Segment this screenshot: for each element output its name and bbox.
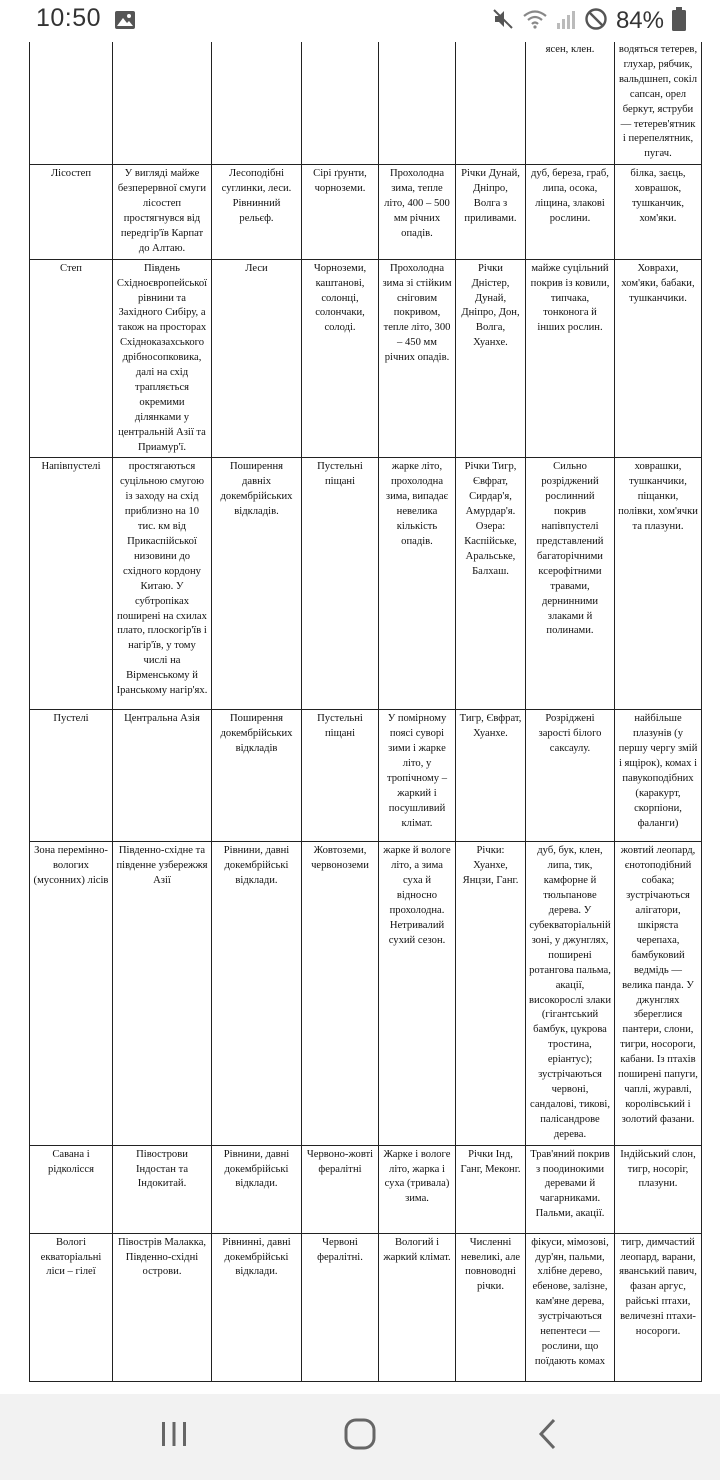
cell-climate: Прохолодна зима зі стійким сніговим покривом, тепле літо, 300 – 450 мм річних опадів. [379,259,456,458]
cell-plants: Розріджені зарості білого саксаулу. [526,710,615,842]
cell-plants: майже суцільний покрив із ковили, типчака, тонконога й інших рослин. [526,259,615,458]
cell-waters: Річки Тигр, Євфрат, Сирдар'я, Амурдар'я. Озера: Каспійське, Аральське, Балхаш. [456,458,526,710]
table-row [30,458,702,710]
image-icon [114,10,136,35]
wifi-icon [522,8,548,35]
cell-rocks [212,42,302,165]
cell-zone: Пустелі [30,710,113,842]
home-icon [343,1417,377,1456]
cell-climate: У помірному поясі суворі зими і жаркe літо, у тропічному – жаркий і посушливий клімат. [379,710,456,842]
cell-plants: дуб, береза, граб, липа, осока, ліщина, злакові рослини. [526,165,615,259]
cell-location: Південно-східне та південне узбережжя Азії [113,842,212,1145]
cell-animals: водяться тетерев, глухар, рябчик, вальдшнеп, сокіл сапсан, орел беркут, яструби — тетерев'ятник і перепелятник, пугач. [615,42,702,165]
cell-soils: Чорноземи, каштанові, солонці, солончаки, солоді. [302,259,379,458]
cell-soils: Пустельні піщані [302,458,379,710]
cell-animals: Індійський слон, тигр, носоріг, плазуни. [615,1145,702,1233]
cell-location: Півострів Малакка, Південно-східні острови. [113,1233,212,1381]
table-row [30,842,702,1145]
cell-location: Центральна Азія [113,710,212,842]
cell-plants: фікуси, мімозові, дур'ян, пальми, хлібне дерево, ебенове, залізне, кам'яне дерева, зустрічаються непентеси — рослини, що поїдають комах [526,1233,615,1381]
cell-waters: Тигр, Євфрат, Хуанхе. [456,710,526,842]
cell-rocks: Поширення давніх докембрійських відкладів. [212,458,302,710]
cell-location: Півострови Індостан та Індокитай. [113,1145,212,1233]
cell-rocks: Рівнини, давні докембрійські відклади. [212,842,302,1145]
cell-zone: Зона перемінно-вологих (мусонних) лісів [30,842,113,1145]
cell-rocks: Рівнини, давні докембрійські відклади. [212,1145,302,1233]
table-row [30,1145,702,1233]
cell-climate: жарке літо, прохолодна зима, випадає невелика кількість опадів. [379,458,456,710]
cell-rocks: Рівнинні, давні докембрійські відклади. [212,1233,302,1381]
cell-climate: Вологий і жаркий клімат. [379,1233,456,1381]
status-icons [492,6,686,36]
cell-zone: Савана і рідколісся [30,1145,113,1233]
signal-icon [556,8,576,35]
mute-icon [492,8,514,35]
cell-climate: Жаркe і вологе літо, жарка і суха (тривала) зима. [379,1145,456,1233]
cell-zone: Напівпустелі [30,458,113,710]
recent-apps-button[interactable] [152,1416,196,1456]
table-row [30,42,702,165]
navigation-bar [0,1394,720,1480]
cell-climate [379,42,456,165]
cell-animals: білка, заєць, ховрашок, тушканчик, хом'яки. [615,165,702,259]
cell-waters: Річки: Хуанхе, Янцзи, Ганг. [456,842,526,1145]
cell-waters: Річки Дунай, Дніпро, Волга з приливами. [456,165,526,259]
cell-zone: Вологі екваторіальні ліси – гілеї [30,1233,113,1381]
cell-animals: ховрашки, тушканчики, піщанки, полівки, хом'ячки та плазуни. [615,458,702,710]
cell-rocks: Поширення докембрійських відкладів [212,710,302,842]
battery-icon [672,7,686,36]
cell-climate: Прохолодна зима, тепле літо, 400 – 500 мм річних опадів. [379,165,456,259]
cell-rocks: Леси [212,259,302,458]
table-row [30,165,702,259]
cell-plants: Трав'яний покрив з поодинокими деревами й чагарниками. Пальми, акації. [526,1145,615,1233]
table-row [30,1233,702,1381]
battery-percent: 84% [615,7,664,34]
cell-soils: Червоні фералітні. [302,1233,379,1381]
back-button[interactable] [526,1416,570,1456]
cell-location: Південь Східноєвропейської рівнини та Західного Сибіру, а також на просторах Східноказахського дрібносопковика, далі на схід трапляється окремими ділянками у центральній Азії та Приамур'ї. [113,259,212,458]
cell-zone [30,42,113,165]
cell-animals: жовтий леопард, єнотоподібний собака; зустрічаються алігатори, шкіряста черепаха, бамбуковий ведмідь — велика панда. У джунглях збереглися пантери, слони, тигри, носороги, кабани. Із птахів поширені папуги, чаплі, журавлі, королівський і золотий фазани. [615,842,702,1145]
home-button[interactable] [338,1416,382,1456]
table-row [30,710,702,842]
do-not-disturb-icon [584,7,608,36]
recent-apps-icon [158,1420,190,1453]
cell-plants: ясен, клен. [526,42,615,165]
cell-waters: Річки Дністер, Дунай, Дніпро, Дон, Волга, Хуанхе. [456,259,526,458]
status-bar [0,0,720,42]
cell-climate: жарке й вологе літо, а зима суха й відносно прохолодна. Нетривалий сухий сезон. [379,842,456,1145]
cell-zone: Лісостеп [30,165,113,259]
cell-waters [456,42,526,165]
cell-soils: Пустельні піщані [302,710,379,842]
table-row [30,259,702,458]
cell-waters: Численні невеликі, але повноводні річки. [456,1233,526,1381]
cell-soils: Жовтоземи, червоноземи [302,842,379,1145]
cell-soils: Сірі ґрунти, чорноземи. [302,165,379,259]
cell-waters: Річки Інд, Ганг, Меконг. [456,1145,526,1233]
cell-animals: Ховрахи, хом'яки, бабаки, тушканчики. [615,259,702,458]
cell-location: простягаються суцільною смугою із заходу на схід приблизно на 10 тис. км від Прикаспійської низовини до східного кордону Китаю. У субтропіках поширені на схилах плато, плоскогір'їв і нагір'їв, у тому числі на Вірменському й Іранському нагір'ях. [113,458,212,710]
status-time: 10:50 [36,4,102,32]
cell-plants: Сильно розріджений рослинний покрив напівпустелі представлений багаторічними ксерофітними травами, дернинними злаками й полинами. [526,458,615,710]
document-view[interactable] [0,42,720,1394]
cell-zone: Степ [30,259,113,458]
natural-zones-table [29,42,702,1382]
cell-location [113,42,212,165]
cell-animals: найбільше плазунів (у першу чергу змій і ящірок), комах і павукоподібних (каракурт, скорпіони, фаланги) [615,710,702,842]
cell-soils: Червоно-жовті фералітні [302,1145,379,1233]
cell-rocks: Лесоподібні суглинки, леси. Рівнинний рельєф. [212,165,302,259]
cell-location: У вигляді майже безперервної смуги лісостеп простягнувся від передгір'їв Карпат до Алтаю. [113,165,212,259]
cell-animals: тигр, димчастий леопард, варани, яванський павич, фазан аргус, райські птахи, величезні птахи-носороги. [615,1233,702,1381]
cell-soils [302,42,379,165]
cell-plants: дуб, бук, клен, липа, тик, камфорне й тюльпанове дерева. У субекваторіальній зоні, у джунглях, поширені ротангова пальма, акації, високорослі злаки (гігантський бамбук, цукрова тростина, еріантус); зустрічаються червоні, сандалові, тикові, палісандрове дерева. [526,842,615,1145]
back-icon [536,1417,560,1456]
